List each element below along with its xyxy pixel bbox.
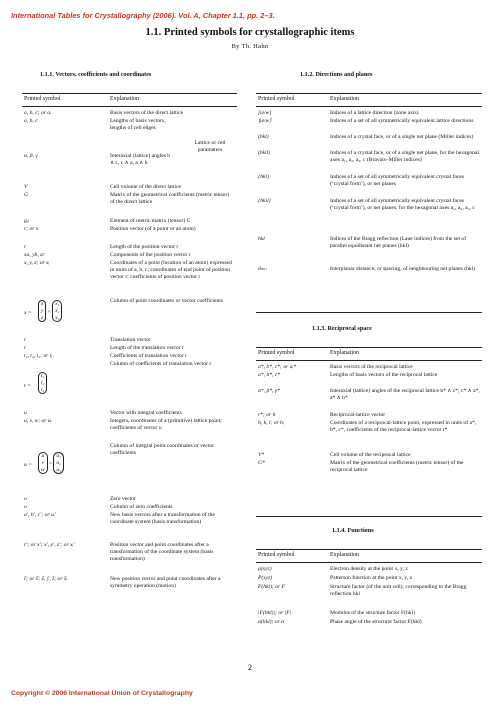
- explanation-cell: New basis vectors after a transformation of the coordinate system (basis transformation): [110, 512, 215, 525]
- explanation-cell: Matrix of the geometrical coefficients (metric tensor) of the reciprocal lattice: [330, 460, 464, 473]
- u-column-vector: u v w = u₁ u₂ u₃: [38, 452, 64, 474]
- explanation-cell: Column of integral point coordinates or vector coefficients: [110, 443, 215, 456]
- symbol-cell: r; or x: [24, 226, 39, 232]
- explanation-cell: Position vector (of a point or an atom): [110, 226, 196, 232]
- symbol-cell: u, v, w; or uᵢ: [24, 418, 52, 424]
- explanation-cell: Indices of a crystal face, or of a single net plane, for the hexagonal axes a₁, a₂, a₃, c (Bravais–Miller indices): [330, 150, 479, 163]
- explanation-cell: Column of point coordinates or vector coefficients: [110, 298, 223, 304]
- symbol-cell: (hkl): [258, 134, 269, 140]
- symbol-cell: α*, β*, γ*: [258, 388, 280, 394]
- symbol-cell: |F(hkl)|; or |F|: [258, 610, 292, 616]
- explanation-cell: Basis vectors of the reciprocal lattice: [330, 364, 413, 370]
- explanation-cell: Column of coefficients of translation vector t: [110, 361, 211, 367]
- symbol-cell: t₁, t₂, t₃; or tᵢ: [24, 353, 53, 359]
- explanation-cell: Element of metric matrix (tensor) G: [110, 218, 191, 224]
- column-header-symbol: Printed symbol: [258, 96, 295, 102]
- explanation-cell: Patterson function at the point x, y, z: [330, 575, 413, 581]
- symbol-cell: F(hkl); or F: [258, 584, 286, 590]
- symbol-cell: G: [24, 192, 29, 198]
- symbol-cell: a, b, c; or aᵢ: [24, 110, 51, 116]
- section-heading-vectors: 1.1.1. Vectors, coefficients and coordinates: [40, 71, 152, 78]
- explanation-cell: Length of the translation vector t: [110, 345, 184, 351]
- explanation-cell: Matrix of the geometrical coefficients (metric tensor) of the direct lattice: [110, 192, 230, 205]
- symbol-cell: gᵢⱼ: [24, 218, 29, 224]
- symbol-cell: r*; or h: [258, 412, 276, 418]
- explanation-cell: Interaxial (lattice) angles b ∧ c, c ∧ a, a ∧ b: [110, 153, 171, 166]
- journal-header: International Tables for Crystallography (2006). Vol. A, Chapter 1.1, pp. 2–3.: [11, 11, 275, 20]
- x-column-vector: x y z = x₁ x₂ x₃: [38, 300, 62, 322]
- t-column-vector: t₁ t₂ t₃: [38, 372, 47, 394]
- column-header-explanation: Explanation: [330, 552, 359, 558]
- explanation-cell: Basis vectors of the direct lattice: [110, 110, 184, 116]
- symbol-cell: r′; or x′; x′, y′, z′; or xᵢ′: [24, 542, 75, 548]
- explanation-cell: Zero vector: [110, 496, 136, 502]
- explanation-cell: New position vector and point coordinates after a symmetry operation (motion): [110, 576, 221, 589]
- explanation-cell: Indices of a set of all symmetrically equivalent lattice directions: [330, 118, 474, 124]
- explanation-cell: Translation vector: [110, 337, 151, 343]
- explanation-cell: Coordinates of a point (location of an atom) expressed in units of a, b, c; coordinates of end point of position vector r; coefficients of position vector r: [110, 260, 232, 280]
- explanation-cell: Integers, coordinates of a (primitive) lattice point; coefficients of vector u: [110, 418, 222, 431]
- table-rule: [22, 93, 237, 94]
- symbol-cell: dₕₖₗ: [258, 266, 267, 272]
- table-rule: [256, 106, 482, 107]
- symbol-cell: a, b, c: [24, 118, 38, 124]
- symbol-cell: P(xyz): [258, 575, 273, 581]
- symbol-cell: u =: [24, 462, 32, 468]
- symbol-cell: o: [24, 504, 27, 510]
- explanation-cell: Cell volume of the reciprocal lattice: [330, 452, 411, 458]
- symbol-cell: G*: [258, 460, 265, 466]
- explanation-cell: Length of the position vector r: [110, 244, 179, 250]
- explanation-cell: Coefficients of translation vector t: [110, 353, 187, 359]
- symbol-cell: {hkl}: [258, 174, 270, 180]
- column-header-explanation: Explanation: [330, 96, 359, 102]
- symbol-cell: {hkil}: [258, 198, 271, 204]
- column-header-symbol: Printed symbol: [24, 96, 61, 102]
- symbol-cell: a*, b*, c*; or aᵢ*: [258, 364, 297, 370]
- symbol-cell: t: [24, 345, 26, 351]
- explanation-cell: Phase angle of the structure factor F(hkl): [330, 619, 422, 625]
- explanation-cell: Indices of a set of all symmetrically equivalent crystal faces (‘crystal form’), or net planes: [330, 174, 465, 187]
- explanation-cell: Lengths of basis vectors of the reciprocal lattice: [330, 372, 438, 378]
- symbol-cell: h, k, l; or hᵢ: [258, 420, 284, 426]
- explanation-cell: Column of zero coefficients: [110, 504, 173, 510]
- explanation-cell: Coordinates of a reciprocal-lattice point, expressed in units of a*, b*, c*, coefficients of the reciprocal-lattice vector r*: [330, 420, 477, 433]
- page-number: 2: [248, 663, 252, 672]
- column-header-symbol: Printed symbol: [258, 552, 295, 558]
- symbol-cell: a*, b*, c*: [258, 372, 281, 378]
- symbol-cell: ⟨uvw⟩: [258, 118, 272, 124]
- symbol-cell: ρ(xyz): [258, 566, 272, 572]
- explanation-cell: Lengths of basis vectors, lengths of cell edges: [110, 118, 166, 131]
- symbol-cell: a′, b′, c′; or aᵢ′: [24, 512, 56, 518]
- symbol-cell: x, y, z; or xᵢ: [24, 260, 50, 266]
- table-rule: [256, 562, 482, 563]
- symbol-cell: [uvw]: [258, 110, 272, 116]
- explanation-cell: Indices of the Bragg reflection (Laue indices) from the set of parallel equidistant net planes (hkl): [330, 236, 467, 249]
- page-title: 1.1. Printed symbols for crystallographic items: [145, 27, 355, 38]
- symbol-cell: t: [24, 337, 26, 343]
- symbol-cell: (hkil): [258, 150, 271, 156]
- explanation-cell: Interplanar distance, or spacing, of neighbouring net planes (hkl): [330, 266, 476, 272]
- symbol-cell: r: [24, 244, 27, 250]
- symbol-cell: xa, yb, zc: [24, 252, 45, 258]
- column-header-explanation: Explanation: [110, 96, 139, 102]
- explanation-cell: Cell volume of the direct lattice: [110, 184, 181, 190]
- explanation-cell: Indices of a set of all symmetrically equivalent crystal faces (‘crystal form’), or net planes, for the hexagonal axes a₁, a₂, a₃, c: [330, 198, 475, 211]
- table-rule: [256, 93, 482, 94]
- explanation-cell: Reciprocal-lattice vector: [330, 412, 386, 418]
- author-line: By Th. Hahn: [231, 43, 269, 50]
- symbol-cell: x =: [24, 310, 32, 316]
- lattice-parameters-note: Lattice or cell parameters: [194, 140, 226, 153]
- section-heading-directions: 1.1.2. Directions and planes: [300, 71, 373, 78]
- explanation-cell: Indices of a crystal face, or of a single net plane (Miller indices): [330, 134, 474, 140]
- symbol-cell: t =: [24, 383, 31, 389]
- symbol-cell: α, β, γ: [24, 153, 38, 159]
- table-rule: [256, 360, 482, 361]
- explanation-cell: Components of the position vector r: [110, 252, 191, 258]
- section-heading-functions: 1.1.4. Functions: [332, 527, 374, 534]
- table-rule: [256, 549, 482, 550]
- explanation-cell: Indices of a lattice direction (zone axis): [330, 110, 419, 116]
- table-rule: [256, 516, 482, 517]
- table-rule: [256, 312, 482, 313]
- table-rule: [22, 106, 237, 107]
- symbol-cell: V: [24, 184, 28, 190]
- table-rule: [256, 347, 482, 348]
- symbol-cell: hkl: [258, 236, 265, 242]
- symbol-cell: o: [24, 496, 27, 502]
- copyright-footer: Copyright © 2006 International Union of Crystallography: [11, 690, 193, 697]
- explanation-cell: Interaxial (lattice) angles of the reciprocal lattice b* ∧ c*, c* ∧ a*, a* ∧ b*: [330, 388, 480, 401]
- symbol-cell: u: [24, 410, 27, 416]
- symbol-cell: α(hkl); or α: [258, 619, 285, 625]
- explanation-cell: Electron density at the point x, y, z: [330, 566, 408, 572]
- section-heading-reciprocal: 1.1.3. Reciprocal space: [312, 325, 372, 332]
- explanation-cell: Position vector and point coordinates after a transformation of the coordinate system (basis transformation): [110, 542, 214, 562]
- symbol-cell: r̃; or x̃; x̃, ỹ, z̃; or x̃ᵢ: [24, 576, 68, 582]
- column-header-explanation: Explanation: [330, 350, 359, 356]
- symbol-cell: V*: [258, 452, 265, 458]
- explanation-cell: Structure factor (of the unit cell), corresponding to the Bragg reflection hkl: [330, 584, 467, 597]
- explanation-cell: Modulus of the structure factor F(hkl): [330, 610, 415, 616]
- explanation-cell: Vector with integral coefficients: [110, 410, 182, 416]
- column-header-symbol: Printed symbol: [258, 350, 295, 356]
